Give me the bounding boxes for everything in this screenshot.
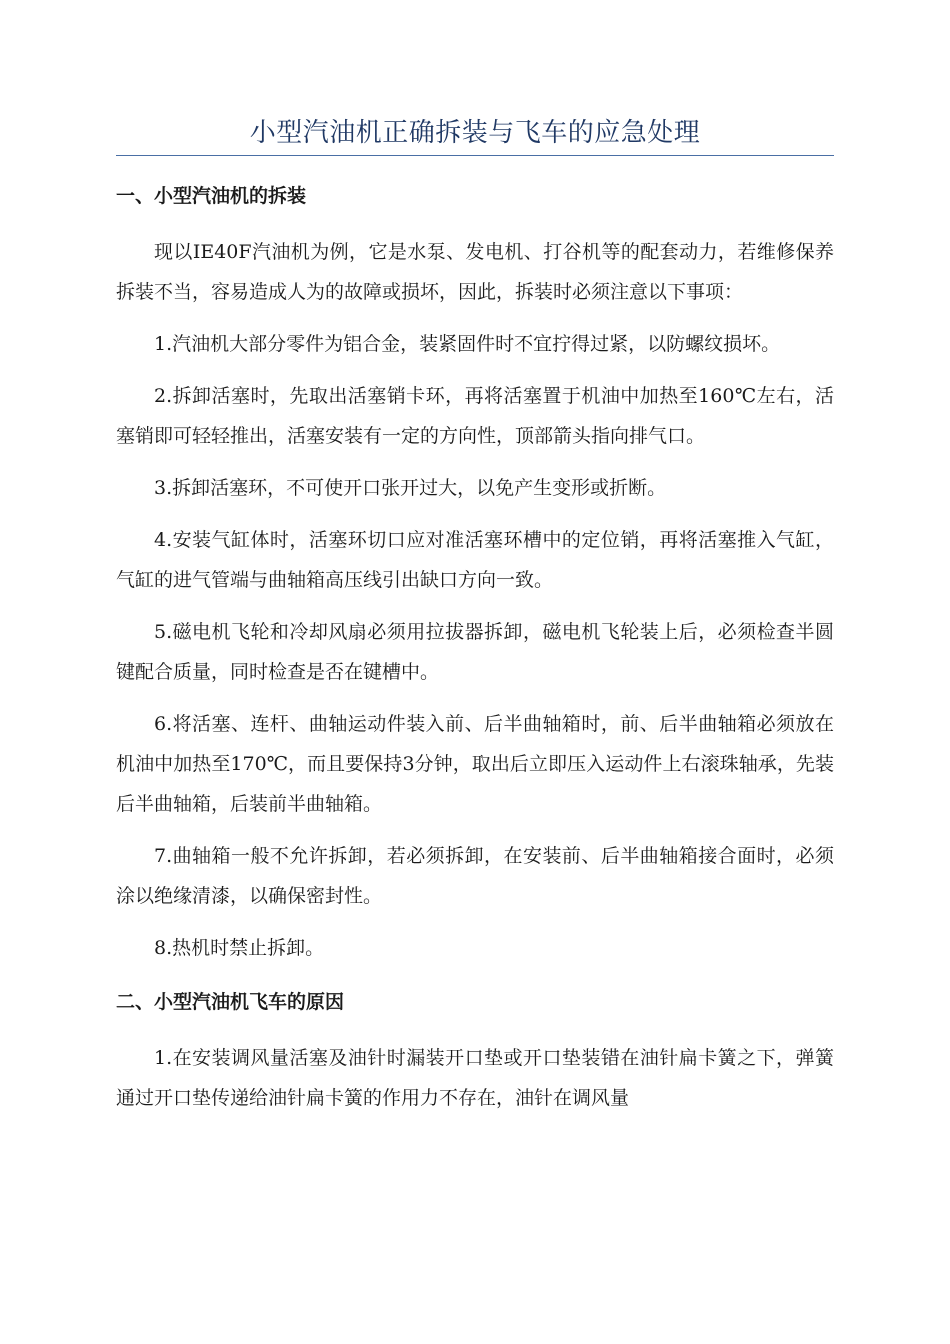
paragraph-item-1: 1.汽油机大部分零件为铝合金，装紧固件时不宜拧得过紧，以防螺纹损坏。 [154,333,781,355]
paragraph-item-4: 4.安装气缸体时，活塞环切口应对准活塞环槽中的定位销，再将活塞推入气缸，气缸的进气管端与曲轴箱高压线引出缺口方向一致。 [116,529,834,591]
paragraph-intro: 现以IE40F汽油机为例，它是水泵、发电机、打谷机等的配套动力，若维修保养拆装不当，容易造成人为的故障或损坏，因此，拆装时必须注意以下事项： [116,241,834,303]
section-heading-runaway-causes: 二、小型汽油机飞车的原因 [116,991,345,1013]
document-page [116,0,834,1118]
title-underline [116,155,834,156]
paragraph-item-7: 7.曲轴箱一般不允许拆卸，若必须拆卸，在安装前、后半曲轴箱接合面时，必须涂以绝缘清漆，以确保密封性。 [116,845,834,907]
paragraph-cause-1: 1.在安装调风量活塞及油针时漏装开口垫或开口垫装错在油针扁卡簧之下，弹簧通过开口垫传递给油针扁卡簧的作用力不存在，油针在调风量 [116,1047,834,1109]
section-heading-disassembly: 一、小型汽油机的拆装 [116,185,307,207]
paragraph-item-3: 3.拆卸活塞环，不可使开口张开过大，以免产生变形或折断。 [154,477,667,499]
document-title: 小型汽油机正确拆装与飞车的应急处理 [249,118,701,148]
paragraph-item-6: 6.将活塞、连杆、曲轴运动件装入前、后半曲轴箱时，前、后半曲轴箱必须放在机油中加热至170℃，而且要保持3分钟，取出后立即压入运动件上右滚珠轴承，先装后半曲轴箱，后装前半曲轴箱。 [116,713,834,815]
paragraph-item-2: 2.拆卸活塞时，先取出活塞销卡环，再将活塞置于机油中加热至160℃左右，活塞销即可轻轻推出，活塞安装有一定的方向性，顶部箭头指向排气口。 [116,385,834,447]
paragraph-item-5: 5.磁电机飞轮和冷却风扇必须用拉拔器拆卸，磁电机飞轮装上后，必须检查半圆键配合质量，同时检查是否在键槽中。 [116,621,834,683]
paragraph-item-8: 8.热机时禁止拆卸。 [154,937,325,959]
